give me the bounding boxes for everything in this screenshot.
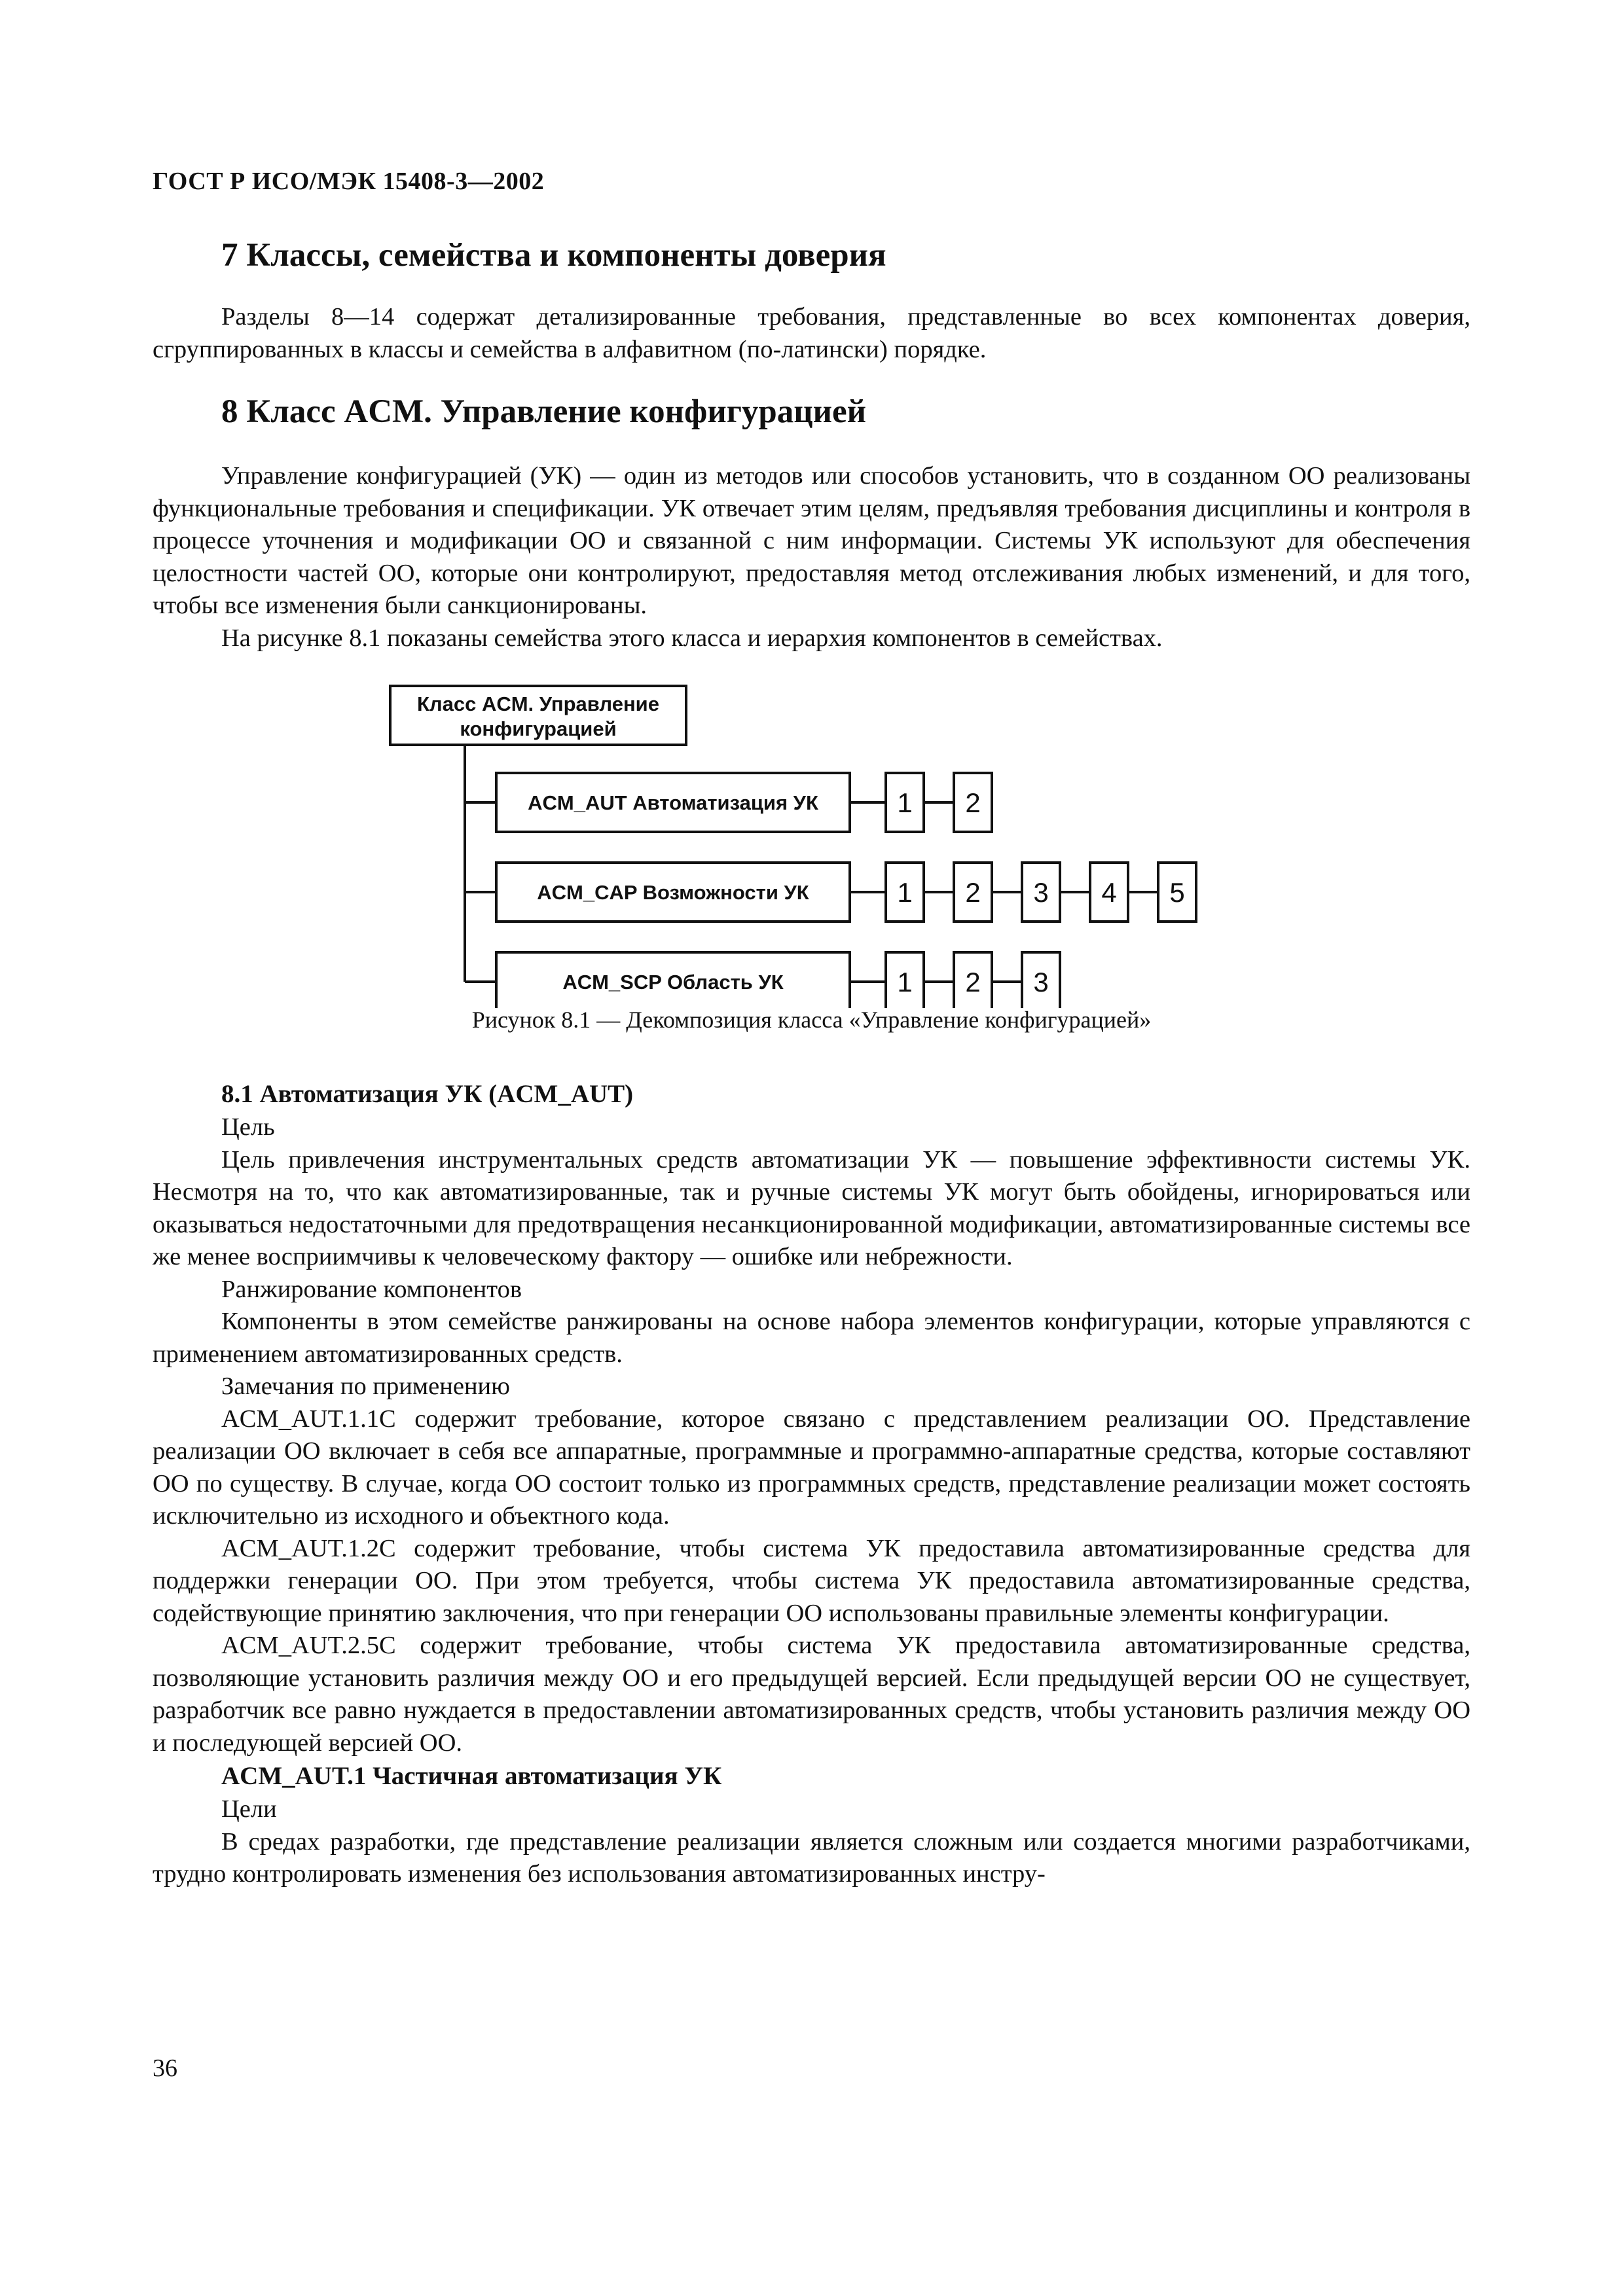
family-label-acm-cap: ACM_CAP Возможности УК — [537, 881, 809, 904]
component-number: 1 — [897, 787, 913, 818]
section-8-1-heading: 8.1 Автоматизация УК (ACM_AUT) — [221, 1080, 634, 1108]
section-8-paragraph-2: На рисунке 8.1 показаны семейства этого класса и иерархия компонентов в семействах. — [221, 624, 1163, 652]
acm-aut-1-paragraph: В средах разработки, где представление реализации является сложным или создается многими разработчиками, трудно контролировать изменения без использования автоматизированных инстру- — [153, 1827, 1470, 1888]
ranking-label: Ранжирование компонентов — [221, 1275, 522, 1303]
component-number: 3 — [1033, 967, 1049, 997]
decomposition-diagram — [153, 681, 1470, 1008]
family-label-acm-scp: ACM_SCP Область УК — [562, 971, 784, 994]
root-class-label-line2: конфигурацией — [460, 717, 617, 740]
component-number: 2 — [965, 967, 981, 997]
root-class-label-line1: Класс ACM. Управление — [417, 692, 659, 715]
component-number: 4 — [1101, 877, 1117, 908]
notes-label: Замечания по применению — [221, 1372, 510, 1400]
note-paragraph-2: ACM_AUT.1.2C содержит требование, чтобы система УК предоставила автоматизированные средства для поддержки генерации ОО. При этом требуется, чтобы система УК предоставила автоматизированные средства, содействующие принятию заключения, что при генерации ОО использованы правильные элементы конфигурации. — [153, 1534, 1470, 1627]
document-header: ГОСТ Р ИСО/МЭК 15408-3—2002 — [153, 168, 545, 195]
component-number: 2 — [965, 787, 981, 818]
ranking-paragraph: Компоненты в этом семействе ранжированы на основе набора элементов конфигурации, которые управляются с применением автоматизированных средств. — [153, 1308, 1470, 1368]
acm-aut-1-heading: ACM_AUT.1 Частичная автоматизация УК — [221, 1762, 722, 1790]
section-8-paragraph-1: Управление конфигурацией (УК) — один из методов или способов установить, что в созданном ОО реализованы функциональные требования и спецификации. УК отвечает этим целям, предъявляя требования дисциплины и контроля в процессе уточнения и модификации ОО и связанной с ним информации. Системы УК используют для обеспечения целостности частей ОО, которые они контролируют, предоставляя метод отслеживания любых изменений, и для того, чтобы все изменения были санкционированы. — [153, 462, 1470, 619]
component-number: 3 — [1033, 877, 1049, 908]
component-number: 5 — [1169, 877, 1185, 908]
page-content — [153, 236, 1470, 1891]
goal-label: Цель — [221, 1113, 275, 1141]
figure-caption: Рисунок 8.1 — Декомпозиция класса «Управление конфигурацией» — [471, 1007, 1152, 1033]
section-7-heading: 7 Классы, семейства и компоненты доверия — [221, 237, 886, 274]
note-paragraph-1: ACM_AUT.1.1C содержит требование, которое связано с представлением реализации ОО. Представление реализации ОО включает в себя все аппаратные, программные и программно-аппаратные средства, которые составляют ОО по существу. В случае, когда ОО состоит только из программных средств, представление реализации может состоять исключительно из исходного и объектного кода. — [153, 1405, 1470, 1530]
family-label-acm-aut: ACM_AUT Автоматизация УК — [528, 791, 818, 814]
goals-label: Цели — [221, 1795, 277, 1823]
component-number: 1 — [897, 967, 913, 997]
component-number: 2 — [965, 877, 981, 908]
figure-8-1 — [153, 681, 1470, 1047]
goal-paragraph: Цель привлечения инструментальных средств автоматизации УК — повышение эффективности системы УК. Несмотря на то, что как автоматизированные, так и ручные системы УК могут быть обойдены, игнорироваться или оказываться недостаточными для предотвращения несанкционированной модификации, автоматизированные системы все же менее восприимчивы к человеческому фактору — ошибке или небрежности. — [153, 1145, 1470, 1270]
section-8-heading: 8 Класс ACM. Управление конфигурацией — [221, 393, 867, 430]
page-number: 36 — [153, 2054, 177, 2082]
section-7-paragraph: Разделы 8—14 содержат детализированные требования, представленные во всех компонентах доверия, сгруппированных в классы и семейства в алфавитном (по-латински) порядке. — [153, 303, 1470, 363]
component-number: 1 — [897, 877, 913, 908]
note-paragraph-3: ACM_AUT.2.5C содержит требование, чтобы система УК предоставила автоматизированные средства, позволяющие установить различия между ОО и его предыдущей версией. Если предыдущей версии ОО не существует, разработчик все равно нуждается в предоставлении автоматизированных средств, чтобы установить различия между ОО и последующей версией ОО. — [153, 1632, 1470, 1757]
